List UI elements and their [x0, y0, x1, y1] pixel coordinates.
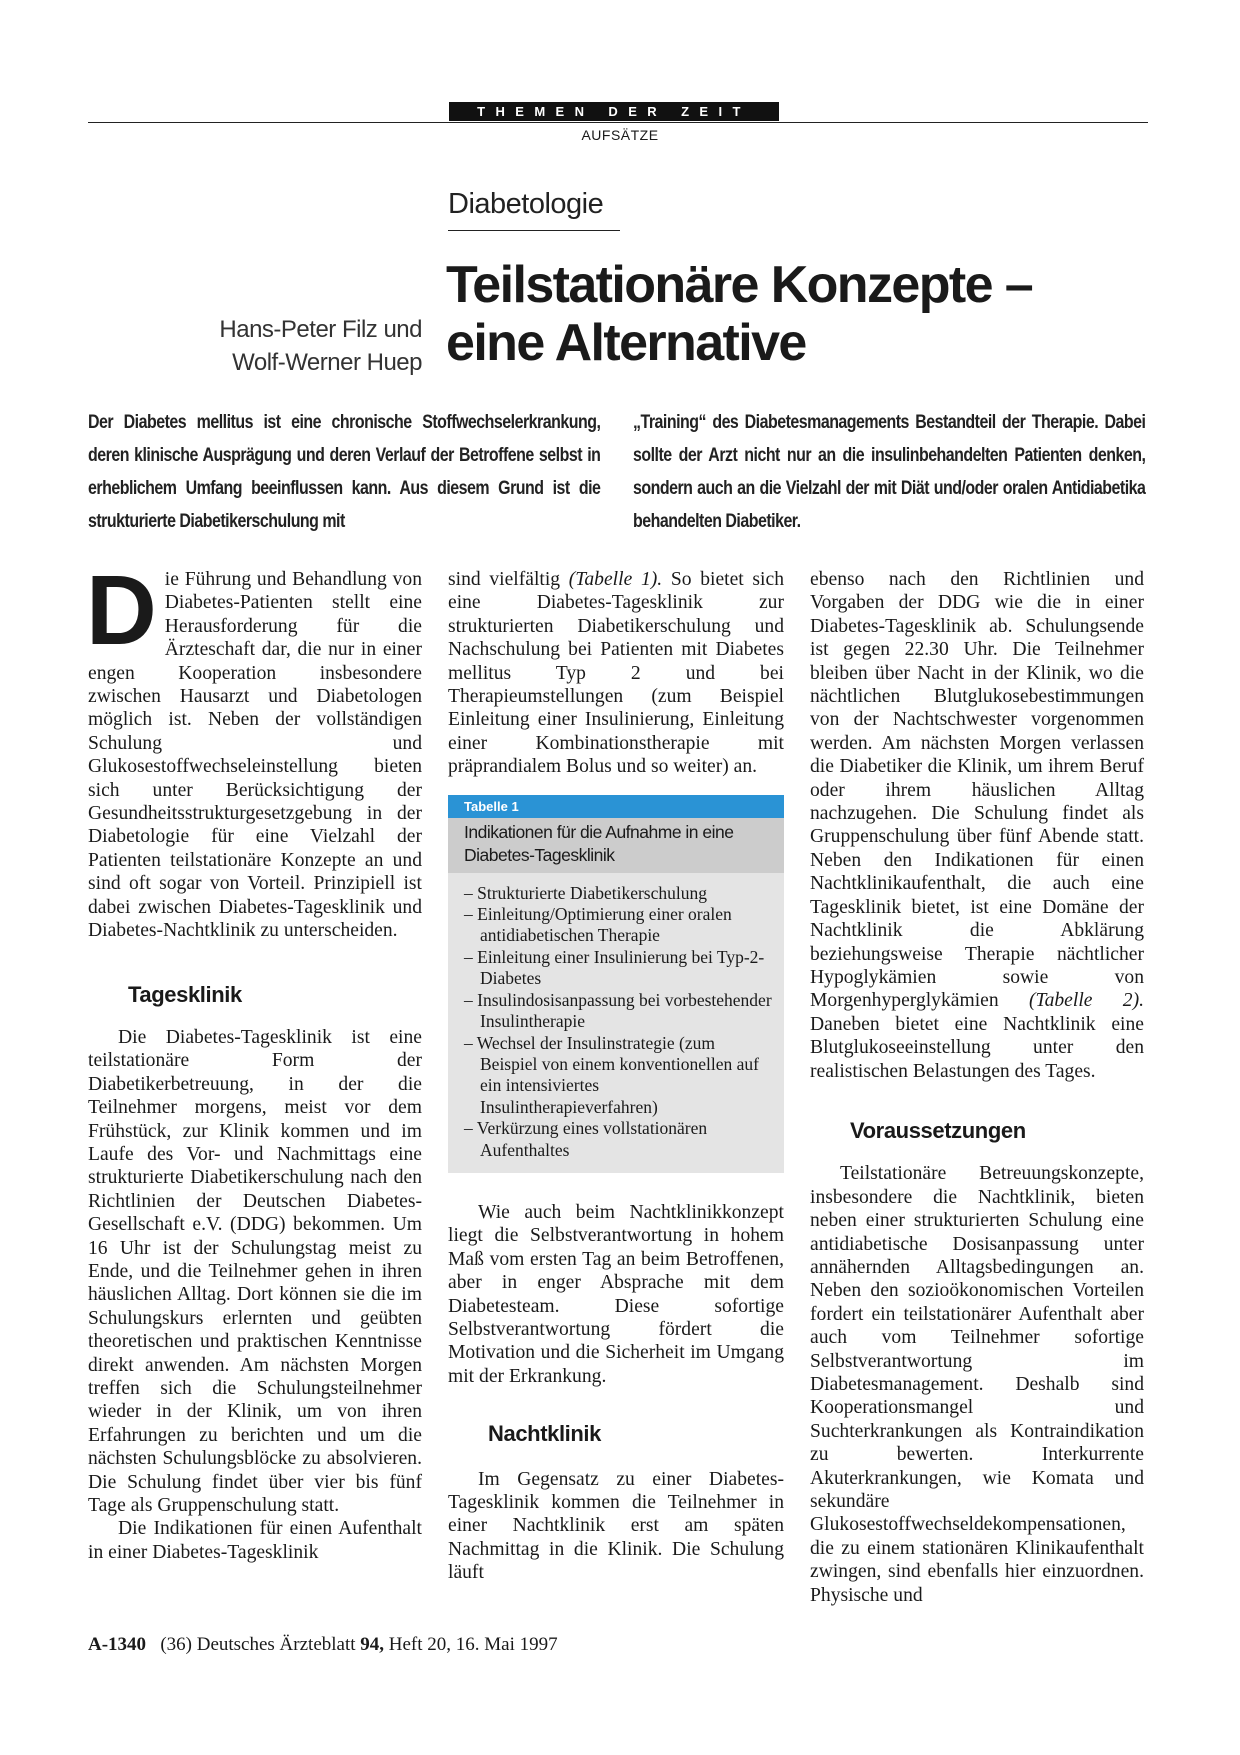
text-segment: ebenso nach den Richtlinien und Vorgaben der DDG wie die in einer Diabetes-Tagesklinik ab. Schulungsende ist gegen 22.30 Uhr. Die Teilnehmer bleiben über Nacht in der Klinik, wo die nächtlichen Blutglukosebestimmungen von der Nachtschwester vorgenommen werden. Am nächsten Morgen verlassen die Diabetiker die Klinik, um ihrem Beruf oder ihrem häuslichen Alltag nachzugehen. Die Schulung findet als Gruppenschulung über fünf Abende statt. Neben den Indikationen für einen Nachtklinikaufenthalt, die auch eine Tagesklinik bietet, ist eine Domäne der Nachtklinik die Abklärung beziehungsweise Therapie nächtlicher Hypoglykämien sowie von Morgenhyperglykämien [810, 569, 1144, 1012]
table-reference-link[interactable]: (Tabelle 2). [1028, 990, 1144, 1012]
list-item: – Wechsel der Insulinstrategie (zum Beispiel von einem konventionellen auf ein intensiviertes Insulintherapieverfahren) [464, 1032, 759, 1117]
title-line-1: Teilstationäre Konzepte – [446, 256, 1033, 314]
table-reference-link[interactable]: (Tabelle 1). [568, 569, 663, 590]
paragraph-nachtklinik-continued [810, 568, 1144, 1083]
subhead-voraussetzungen: Voraussetzungen [850, 1117, 1026, 1143]
paragraph-indikationen: Die Indikationen für einen Aufenthalt in einer Diabetes-Tagesklinik [88, 1518, 422, 1563]
issue-info: Heft 20, 16. Mai 1997 [388, 1634, 558, 1655]
lead-text-right: „Training“ des Diabetesmanagements Bestandteil der Therapie. Dabei sollte der Arzt nicht nur an die insulinbehandelten Patienten denken, sondern auch an die Vielzahl der mit Diät und/oder oralen Antidiabetika behandelten Diabetiker. [633, 412, 1146, 532]
list-item: – Einleitung/Optimierung einer oralen antidiabetischen Therapie [464, 904, 732, 946]
column-2 [448, 568, 784, 1585]
paragraph-voraussetzungen: Teilstationäre Betreuungskonzepte, insbesondere die Nachtklinik, bieten neben einer strukturierten Schulung eine antidiabetische Dosisanpassung unter annähernden Alltagsbedingungen an. Neben den sozioökonomischen Vorteilen fordert ein teilstationärer Aufenthalt aber auch vom Teilnehmer sofortige Selbstverantwortung im Diabetesmanagement. Deshalb sind Kooperationsmangel und Suchterkrankungen als Kontraindikation zu bewerten. Interkurrente Akuterkrankungen, wie Komata und sekundäre Glukosestoffwechseldekompensationen, die zu einem stationären Klinikaufenthalt zwingen, sind ebenfalls hier einzuordnen. Physische und [810, 1163, 1144, 1606]
page-footer [88, 1634, 558, 1656]
department-label: Diabetologie [448, 188, 604, 220]
list-item: – Verkürzung eines vollstationären Aufenthaltes [464, 1118, 708, 1160]
drop-cap: D [86, 555, 157, 665]
header-rule [88, 122, 1148, 123]
page-code: A-1340 [88, 1634, 147, 1655]
text-segment: So bietet sich eine Diabetes-Tagesklinik zur strukturierten Diabetikerschulung und Nachschulung bei Patienten mit Diabetes mellitus Typ 2 und bei Therapieumstellungen (zum Beispiel Einleitung einer Insulinierung, Einleitung einer Kombinationstherapie mit präprandialem Bolus und so weiter) an. [448, 569, 784, 778]
paragraph-nachtklinik: Im Gegensatz zu einer Diabetes-Tagesklinik kommen die Teilnehmer in einer Nachtklinik erst am späten Nachmittag in die Klinik. Die Schulung läuft [448, 1468, 784, 1584]
article-title [446, 256, 1146, 372]
list-item: – Strukturierte Diabetikerschulung [464, 882, 707, 903]
author-line-2: Wolf-Werner Huep [232, 349, 422, 376]
paragraph-selbstverantwortung: Wie auch beim Nachtklinikkonzept liegt die Selbstverantwortung in hohem Maß vom ersten Tag an beim Betroffenen, aber in enger Absprache mit dem Diabetesteam. Diese sofortige Selbstverantwortung fördert die Motivation und die Sicherheit im Umgang mit der Erkrankung. [448, 1201, 784, 1387]
subhead-tagesklinik: Tagesklinik [128, 981, 242, 1007]
title-line-2: eine Alternative [446, 314, 806, 372]
intro-paragraph [86, 555, 422, 943]
paragraph-vielfaeltig [448, 568, 784, 779]
table-items [448, 873, 784, 1173]
list-item: – Einleitung einer Insulinierung bei Typ-2-Diabetes [464, 946, 765, 989]
department-underline [448, 230, 620, 231]
authors [150, 313, 422, 379]
rubric-label: THEMEN DER ZEIT [449, 102, 779, 121]
journal-name: Deutsches Ärzteblatt [196, 1634, 356, 1655]
intro-text: ie Führung und Behandlung von Diabetes-Patienten stellt eine Herausforderung für die Ärzteschaft dar, die nur in einer engen Kooperation insbesondere zwischen Hausarzt und Diabetologen möglich ist. Neben der vollständigen Schulung und Glukosestoffwechseleinstellung bieten sich unter Berücksichtigung der Gesundheitsstrukturgesetzgebung in der Diabetologie für eine Vielzahl der Patienten teilstationäre Konzepte an und sind oft sogar von Vorteil. Prinzipiell ist dabei zwischen Diabetes-Tagesklinik und Diabetes-Nachtklinik zu unterscheiden. [88, 569, 422, 942]
volume-number: 94, [360, 1634, 385, 1655]
page-number: (36) [160, 1634, 192, 1655]
subhead-nachtklinik: Nachtklinik [488, 1421, 601, 1447]
text-segment: sind vielfältig [448, 569, 569, 590]
text-segment: Daneben bietet eine Nachtklinik eine Blutglukoseeinstellung unter den realistischen Belastungen des Tages. [810, 1013, 1144, 1082]
author-line-1: Hans-Peter Filz und [219, 316, 422, 343]
list-item: – Insulindosisanpassung bei vorbestehender Insulintherapie [464, 989, 772, 1032]
paragraph-tagesklinik: Die Diabetes-Tagesklinik ist eine teilstationäre Form der Diabetikerbetreuung, in der die Teilnehmer morgens, meist vor dem Frühstück, zur Klinik kommen und im Laufe des Vor- und Nachmittags eine strukturierte Diabetikerschulung nach den Richtlinien der Deutschen Diabetes-Gesellschaft e.V. (DDG) bekommen. Um 16 Uhr ist der Schulungstag meist zu Ende, und die Teilnehmer gehen in ihren häuslichen Alltag. Dort können sie die im Schulungskurs erlernten und geübten theoretischen und praktischen Kenntnisse direkt anwenden. Am nächsten Morgen treffen sich die Schulungsteilnehmer wieder in der Klinik, um von ihren Erfahrungen zu berichten und um die nächsten Schulungsblöcke zu absolvieren. Die Schulung findet über vier bis fünf Tage als Gruppenschulung statt. [88, 1026, 422, 1517]
lead-text-left: Der Diabetes mellitus ist eine chronische Stoffwechselerkrankung, deren klinische Ausprägung und deren Verlauf der Betroffene selbst in erheblichem Umfang beeinflussen kann. Aus diesem Grund ist die strukturierte Diabetikerschulung mit [88, 412, 601, 532]
table-1 [448, 795, 784, 1173]
table-title: Indikationen für die Aufnahme in eine Diabetes-Tagesklinik [448, 818, 784, 873]
section-label: AUFSÄTZE [581, 127, 659, 143]
table-label: Tabelle 1 [448, 795, 784, 818]
column-1 [86, 555, 422, 1564]
column-3 [810, 568, 1144, 1607]
